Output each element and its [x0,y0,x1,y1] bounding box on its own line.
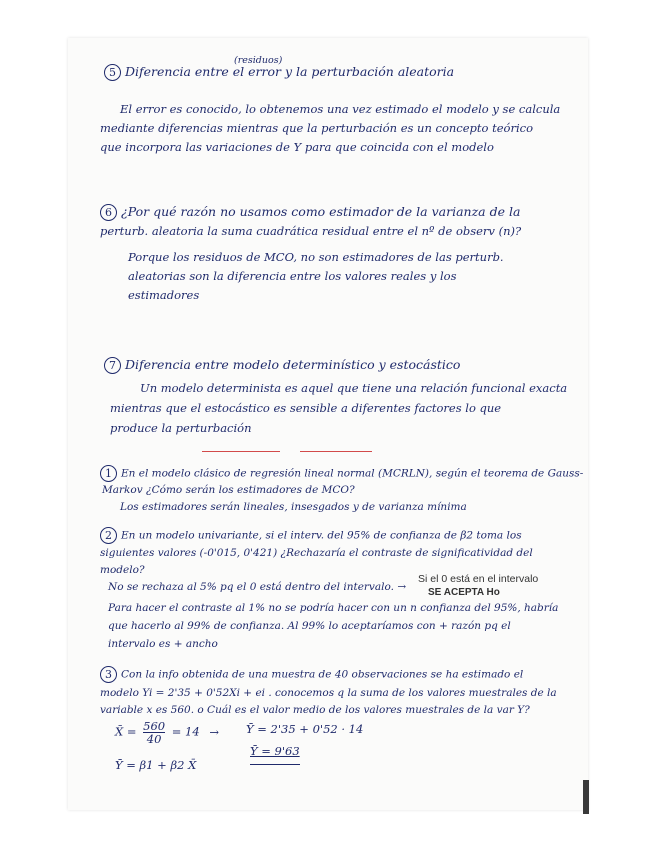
p3-question-line-3: variable x es 560. o Cuál es el valor medio de los valores muestrales de la var Y? [100,704,530,716]
p3-xbar-calculation: X̄ = $\frac{560}{40}$ = 14 → [115,719,219,746]
p2-question-line-3: modelo? [100,564,145,576]
p3-fraction-numerator: 560 [143,719,166,733]
q7-answer-line-2: mientras que el estocástico es sensible a diferentes factores lo que [110,401,502,415]
p3-fraction [143,720,165,745]
scan-edge [583,780,589,814]
q6-question-line-2: perturb. aleatoria la suma cuadrática residual entre el nº de observ (n)? [100,224,522,238]
p1-answer: Los estimadores serán lineales, insesgados y de varianza mínima [120,501,467,513]
q6-number: 6 [100,204,117,221]
q6-question-line-1: 6 ¿Por qué razón no usamos como estimador de la varianza de la [100,204,520,221]
q7-number: 7 [104,357,121,374]
p3-result-double-underline [250,764,300,765]
section-divider-left [202,451,280,452]
p2-answer-line-2: Para hacer el contraste al 1% no se podría hacer con un n confianza del 95%, habría [108,602,559,614]
p3-ybar-result: Ȳ = 9'63 [250,744,300,758]
q7-title: 7 Diferencia entre modelo determinístico y estocástico [104,357,460,374]
p2-pencil-note-2: SE ACEPTA Ho [428,587,500,598]
p2-answer-line-4: intervalo es + ancho [108,638,218,650]
q7-answer-line-3: produce la perturbación [110,421,252,435]
p1-number: 1 [100,465,117,482]
p2-number: 2 [100,527,117,544]
p3-question-line-1: 3 Con la info obtenida de una muestra de 40 observaciones se ha estimado el [100,666,523,683]
p3-question-line-2: modelo Yi = 2'35 + 0'52Xi + ei . conocemos q la suma de los valores muestrales de la [100,687,557,699]
p1-question-line-1: 1 En el modelo clásico de regresión lineal normal (MCRLN), según el teorema de Gauss- [100,465,583,482]
p2-question-line-1: 2 En un modelo univariante, si el interv. del 95% de confianza de β2 toma los [100,527,522,544]
section-divider-right [300,451,372,452]
q7-answer-line-1: Un modelo determinista es aquel que tiene una relación funcional exacta [140,381,568,395]
p1-question-line-2: Markov ¿Cómo serán los estimadores de MCO? [102,484,355,496]
p2-arrow: → [397,581,407,593]
p3-formula: Ȳ = β1 + β2 X̄ [115,758,197,772]
q6-answer-line-1: Porque los residuos de MCO, no son estimadores de las perturb. [128,250,504,264]
q5-answer-line-3: que incorpora las variaciones de Y para que coincida con el modelo [100,140,494,154]
p3-fraction-denominator: 40 [146,732,162,746]
p2-question-line-2: siguientes valores (-0'015, 0'421) ¿Rechazaría el contraste de significatividad del [100,547,533,559]
p3-ybar-equation: Ȳ = 2'35 + 0'52 · 14 [246,722,364,736]
q5-title: 5 Diferencia entre el error y la perturbación aleatoria [104,64,454,81]
q5-answer-line-2: mediante diferencias mientras que la perturbación es un concepto teórico [100,121,533,135]
q6-answer-line-3: estimadores [128,288,200,302]
p2-answer-line-1: No se rechaza al 5% pq el 0 está dentro del intervalo. → [108,581,407,593]
p2-answer-line-3: que hacerlo al 99% de confianza. Al 99% lo aceptaríamos con + razón pq el [108,620,511,632]
q6-answer-line-2: aleatorias son la diferencia entre los valores reales y los [128,269,457,283]
p3-number: 3 [100,666,117,683]
p3-arrow: → [209,724,219,739]
q5-title-error: error [248,64,281,79]
q5-answer-line-1: El error es conocido, lo obtenemos una vez estimado el modelo y se calcula [120,102,561,116]
p2-pencil-note-1: Si el 0 está en el intervalo [418,573,539,585]
q5-title-superscript: (residuos) [234,55,283,66]
q5-number: 5 [104,64,121,81]
